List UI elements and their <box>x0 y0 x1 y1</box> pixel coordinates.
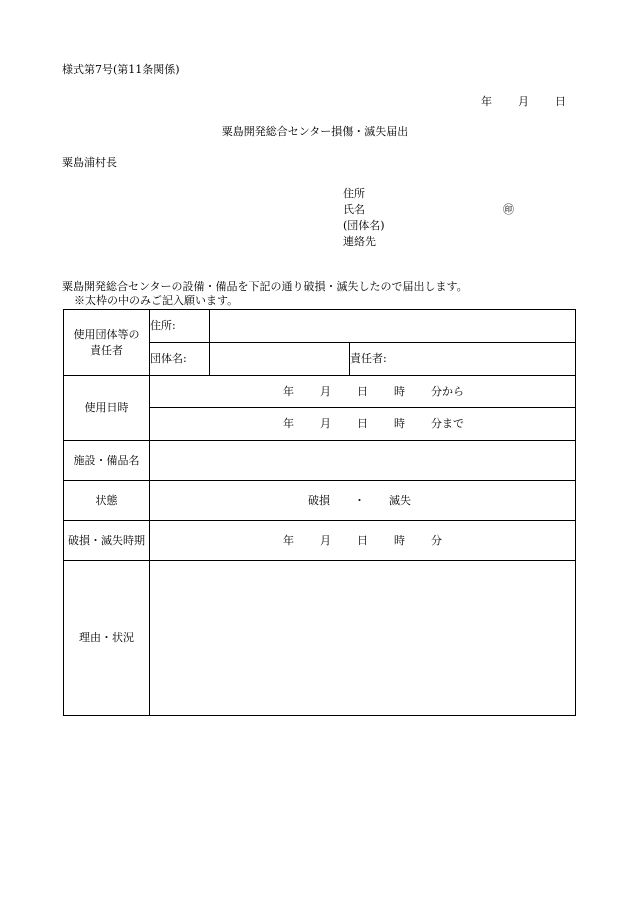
applicant-contact-label: 連絡先 <box>343 235 376 248</box>
statement-text: 粟島開発総合センターの設備・備品を下記の通り破損・滅失したので届出します。 <box>62 280 468 293</box>
status-option-loss[interactable]: 滅失 <box>389 493 411 507</box>
form-number: 様式第7号(第11条関係) <box>62 63 180 76</box>
facility-label: 施設・備品名 <box>73 453 140 467</box>
status-separator: ・ <box>354 493 365 507</box>
damage-time-label: 破損・滅失時期 <box>68 533 145 547</box>
facility-field[interactable] <box>150 441 576 481</box>
address-label-cell <box>150 310 210 343</box>
document-title: 粟島開発総合センター損傷・滅失届出 <box>221 125 409 138</box>
org-name-label-cell <box>150 343 210 376</box>
facility-label-cell <box>64 441 150 481</box>
status-choice-cell[interactable] <box>150 481 576 521</box>
use-start-datetime-field[interactable] <box>150 376 576 408</box>
reason-label: 理由・状況 <box>79 631 134 645</box>
end-month: 月 <box>320 417 331 431</box>
table-row <box>64 376 576 408</box>
start-year: 年 <box>283 384 294 398</box>
note-text: ※太枠の中のみご記入願います。 <box>74 294 239 307</box>
use-datetime-label: 使用日時 <box>84 401 129 415</box>
org-name-field[interactable] <box>210 343 350 376</box>
end-hour: 時 <box>394 417 405 431</box>
status-option-damage[interactable]: 破損 <box>308 493 330 507</box>
use-end-datetime-field[interactable] <box>150 408 576 441</box>
applicant-block <box>343 186 514 250</box>
damage-time-field[interactable] <box>150 521 576 561</box>
end-day: 日 <box>357 417 368 431</box>
applicant-org-label: (団体名) <box>343 219 385 232</box>
start-month: 月 <box>320 384 331 398</box>
status-label-cell <box>64 481 150 521</box>
date-day-label: 日 <box>555 95 566 108</box>
responsible-label: 責任者: <box>350 352 387 366</box>
report-form-table <box>63 309 576 716</box>
end-year: 年 <box>283 417 294 431</box>
reason-field[interactable] <box>150 561 576 716</box>
applicant-address-label: 住所 <box>343 187 365 200</box>
start-hour: 時 <box>394 384 405 398</box>
damage-month: 月 <box>320 533 331 547</box>
table-row <box>64 481 576 521</box>
applicant-name-label: 氏名 <box>343 203 365 216</box>
damage-year: 年 <box>283 533 294 547</box>
user-group-label-cell <box>64 310 150 376</box>
address-label: 住所: <box>150 319 176 333</box>
org-name-label: 団体名: <box>150 352 187 366</box>
seal-mark: ㊞ <box>503 203 514 216</box>
date-line <box>481 95 566 109</box>
damage-time-label-cell <box>64 521 150 561</box>
date-month-label: 月 <box>518 95 529 108</box>
use-datetime-label-cell <box>64 376 150 441</box>
table-row <box>64 310 576 343</box>
addressee: 粟島浦村長 <box>62 156 117 169</box>
damage-day: 日 <box>357 533 368 547</box>
damage-hour: 時 <box>394 533 405 547</box>
end-minute-to: 分まで <box>431 417 464 431</box>
table-row <box>64 441 576 481</box>
date-year-label: 年 <box>481 95 492 108</box>
reason-label-cell <box>64 561 150 716</box>
table-row <box>64 521 576 561</box>
start-day: 日 <box>357 384 368 398</box>
user-group-label: 使用団体等の 責任者 <box>73 327 140 357</box>
status-label: 状態 <box>95 493 118 507</box>
start-minute-from: 分から <box>431 384 464 398</box>
responsible-field[interactable] <box>350 343 576 376</box>
table-row <box>64 561 576 716</box>
damage-minute: 分 <box>431 533 442 547</box>
address-field[interactable] <box>210 310 576 343</box>
